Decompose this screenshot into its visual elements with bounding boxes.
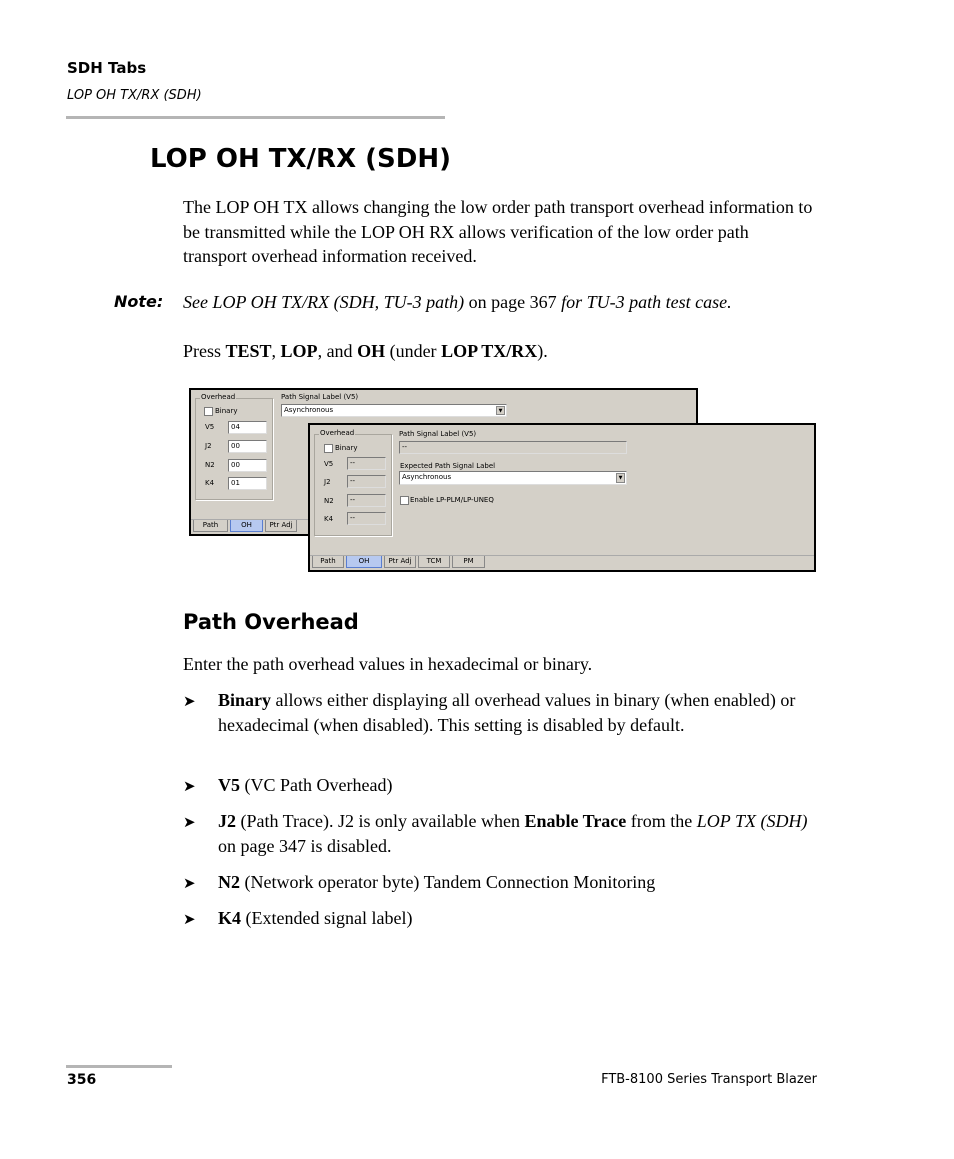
note-link[interactable]: See LOP OH TX/RX (SDH, TU-3 path) [183, 292, 465, 312]
list-item-v5: V5 (VC Path Overhead) [218, 775, 393, 795]
bullet-arrow-icon: ➤ [183, 910, 196, 928]
header-subsection: LOP OH TX/RX (SDH) [67, 88, 202, 103]
n2-field: -- [347, 494, 386, 507]
tab-path[interactable]: Path [312, 556, 344, 568]
tab-ptr-adj[interactable]: Ptr Adj [384, 556, 416, 568]
tab-oh[interactable]: OH [346, 556, 382, 568]
tab-ptr-adj[interactable]: Ptr Adj [265, 520, 297, 532]
tab-path[interactable]: Path [193, 520, 228, 532]
v5-field: -- [347, 457, 386, 470]
lop-tx-link[interactable]: LOP TX (SDH) [696, 811, 808, 831]
enable-plm-uneq-label: Enable LP-PLM/LP-UNEQ [410, 496, 494, 504]
section-intro: Enter the path overhead values in hexadecimal or binary. [183, 654, 593, 674]
group-title: Overhead [201, 393, 236, 401]
k4-field: -- [347, 512, 386, 525]
page-number: 356 [67, 1072, 97, 1088]
v5-label: V5 [205, 423, 215, 431]
tab-oh[interactable]: OH [230, 520, 263, 532]
j2-label: J2 [324, 478, 331, 486]
chevron-down-icon: ▼ [616, 473, 625, 483]
expected-psl-value: Asynchronous [402, 473, 452, 481]
v5-input[interactable]: 04 [228, 421, 267, 434]
list-item-binary: Binary allows either displaying all overhead values in binary (when enabled) or hexadecimal (when disabled). This setting is disabled by default. [218, 690, 796, 735]
header-section: SDH Tabs [67, 59, 147, 77]
bullet-arrow-icon: ➤ [183, 777, 196, 795]
press-instruction: Press TEST, LOP, and OH (under LOP TX/RX). [183, 341, 548, 361]
bullet-arrow-icon: ➤ [183, 813, 196, 831]
intro-paragraph: The LOP OH TX allows changing the low order path transport overhead information to be transmitted while the LOP OH RX allows verification of the low order path transport overhead information received. [183, 197, 813, 266]
v5-label: V5 [324, 460, 334, 468]
bullet-arrow-icon: ➤ [183, 692, 196, 710]
psl-label: Path Signal Label (V5) [281, 393, 359, 401]
footer-product: FTB-8100 Series Transport Blazer [601, 1072, 817, 1087]
k4-label: K4 [205, 479, 215, 487]
tab-tcm[interactable]: TCM [418, 556, 450, 568]
j2-input[interactable]: 00 [228, 440, 267, 453]
expected-psl-label: Expected Path Signal Label [400, 462, 496, 470]
tab-pm[interactable]: PM [452, 556, 485, 568]
j2-label: J2 [205, 442, 212, 450]
k4-label: K4 [324, 515, 334, 523]
footer-rule [66, 1065, 172, 1068]
list-item-j2: J2 (Path Trace). J2 is only available when Enable Trace from the LOP TX (SDH) on page 347 is disabled. [218, 811, 808, 856]
psl-field: -- [399, 441, 627, 454]
n2-input[interactable]: 00 [228, 459, 267, 472]
chevron-down-icon: ▼ [496, 406, 505, 415]
page-title: LOP OH TX/RX (SDH) [150, 144, 451, 174]
psl-label: Path Signal Label (V5) [399, 430, 477, 438]
tab-bar [310, 555, 814, 565]
note-page: on page 367 [464, 292, 562, 312]
psl-value: Asynchronous [284, 406, 334, 414]
j2-field: -- [347, 475, 386, 488]
binary-checkbox[interactable] [204, 407, 213, 416]
psl-dropdown[interactable] [281, 404, 507, 417]
bullet-arrow-icon: ➤ [183, 874, 196, 892]
n2-label: N2 [324, 497, 334, 505]
note-tail: for TU-3 path test case. [561, 292, 732, 312]
group-title: Overhead [320, 429, 355, 437]
binary-label: Binary [215, 407, 238, 415]
n2-label: N2 [205, 461, 215, 469]
enable-plm-uneq-checkbox[interactable] [400, 496, 409, 505]
expected-psl-dropdown[interactable] [399, 471, 627, 485]
section-heading: Path Overhead [183, 610, 359, 634]
binary-label: Binary [335, 444, 358, 452]
list-item-n2: N2 (Network operator byte) Tandem Connection Monitoring [218, 872, 656, 892]
list-item-k4: K4 (Extended signal label) [218, 908, 413, 928]
note-label: Note: [114, 292, 164, 311]
binary-checkbox[interactable] [324, 444, 333, 453]
k4-input[interactable]: 01 [228, 477, 267, 490]
rx-screenshot [308, 423, 816, 572]
note-text [183, 290, 732, 315]
header-rule [66, 116, 445, 119]
